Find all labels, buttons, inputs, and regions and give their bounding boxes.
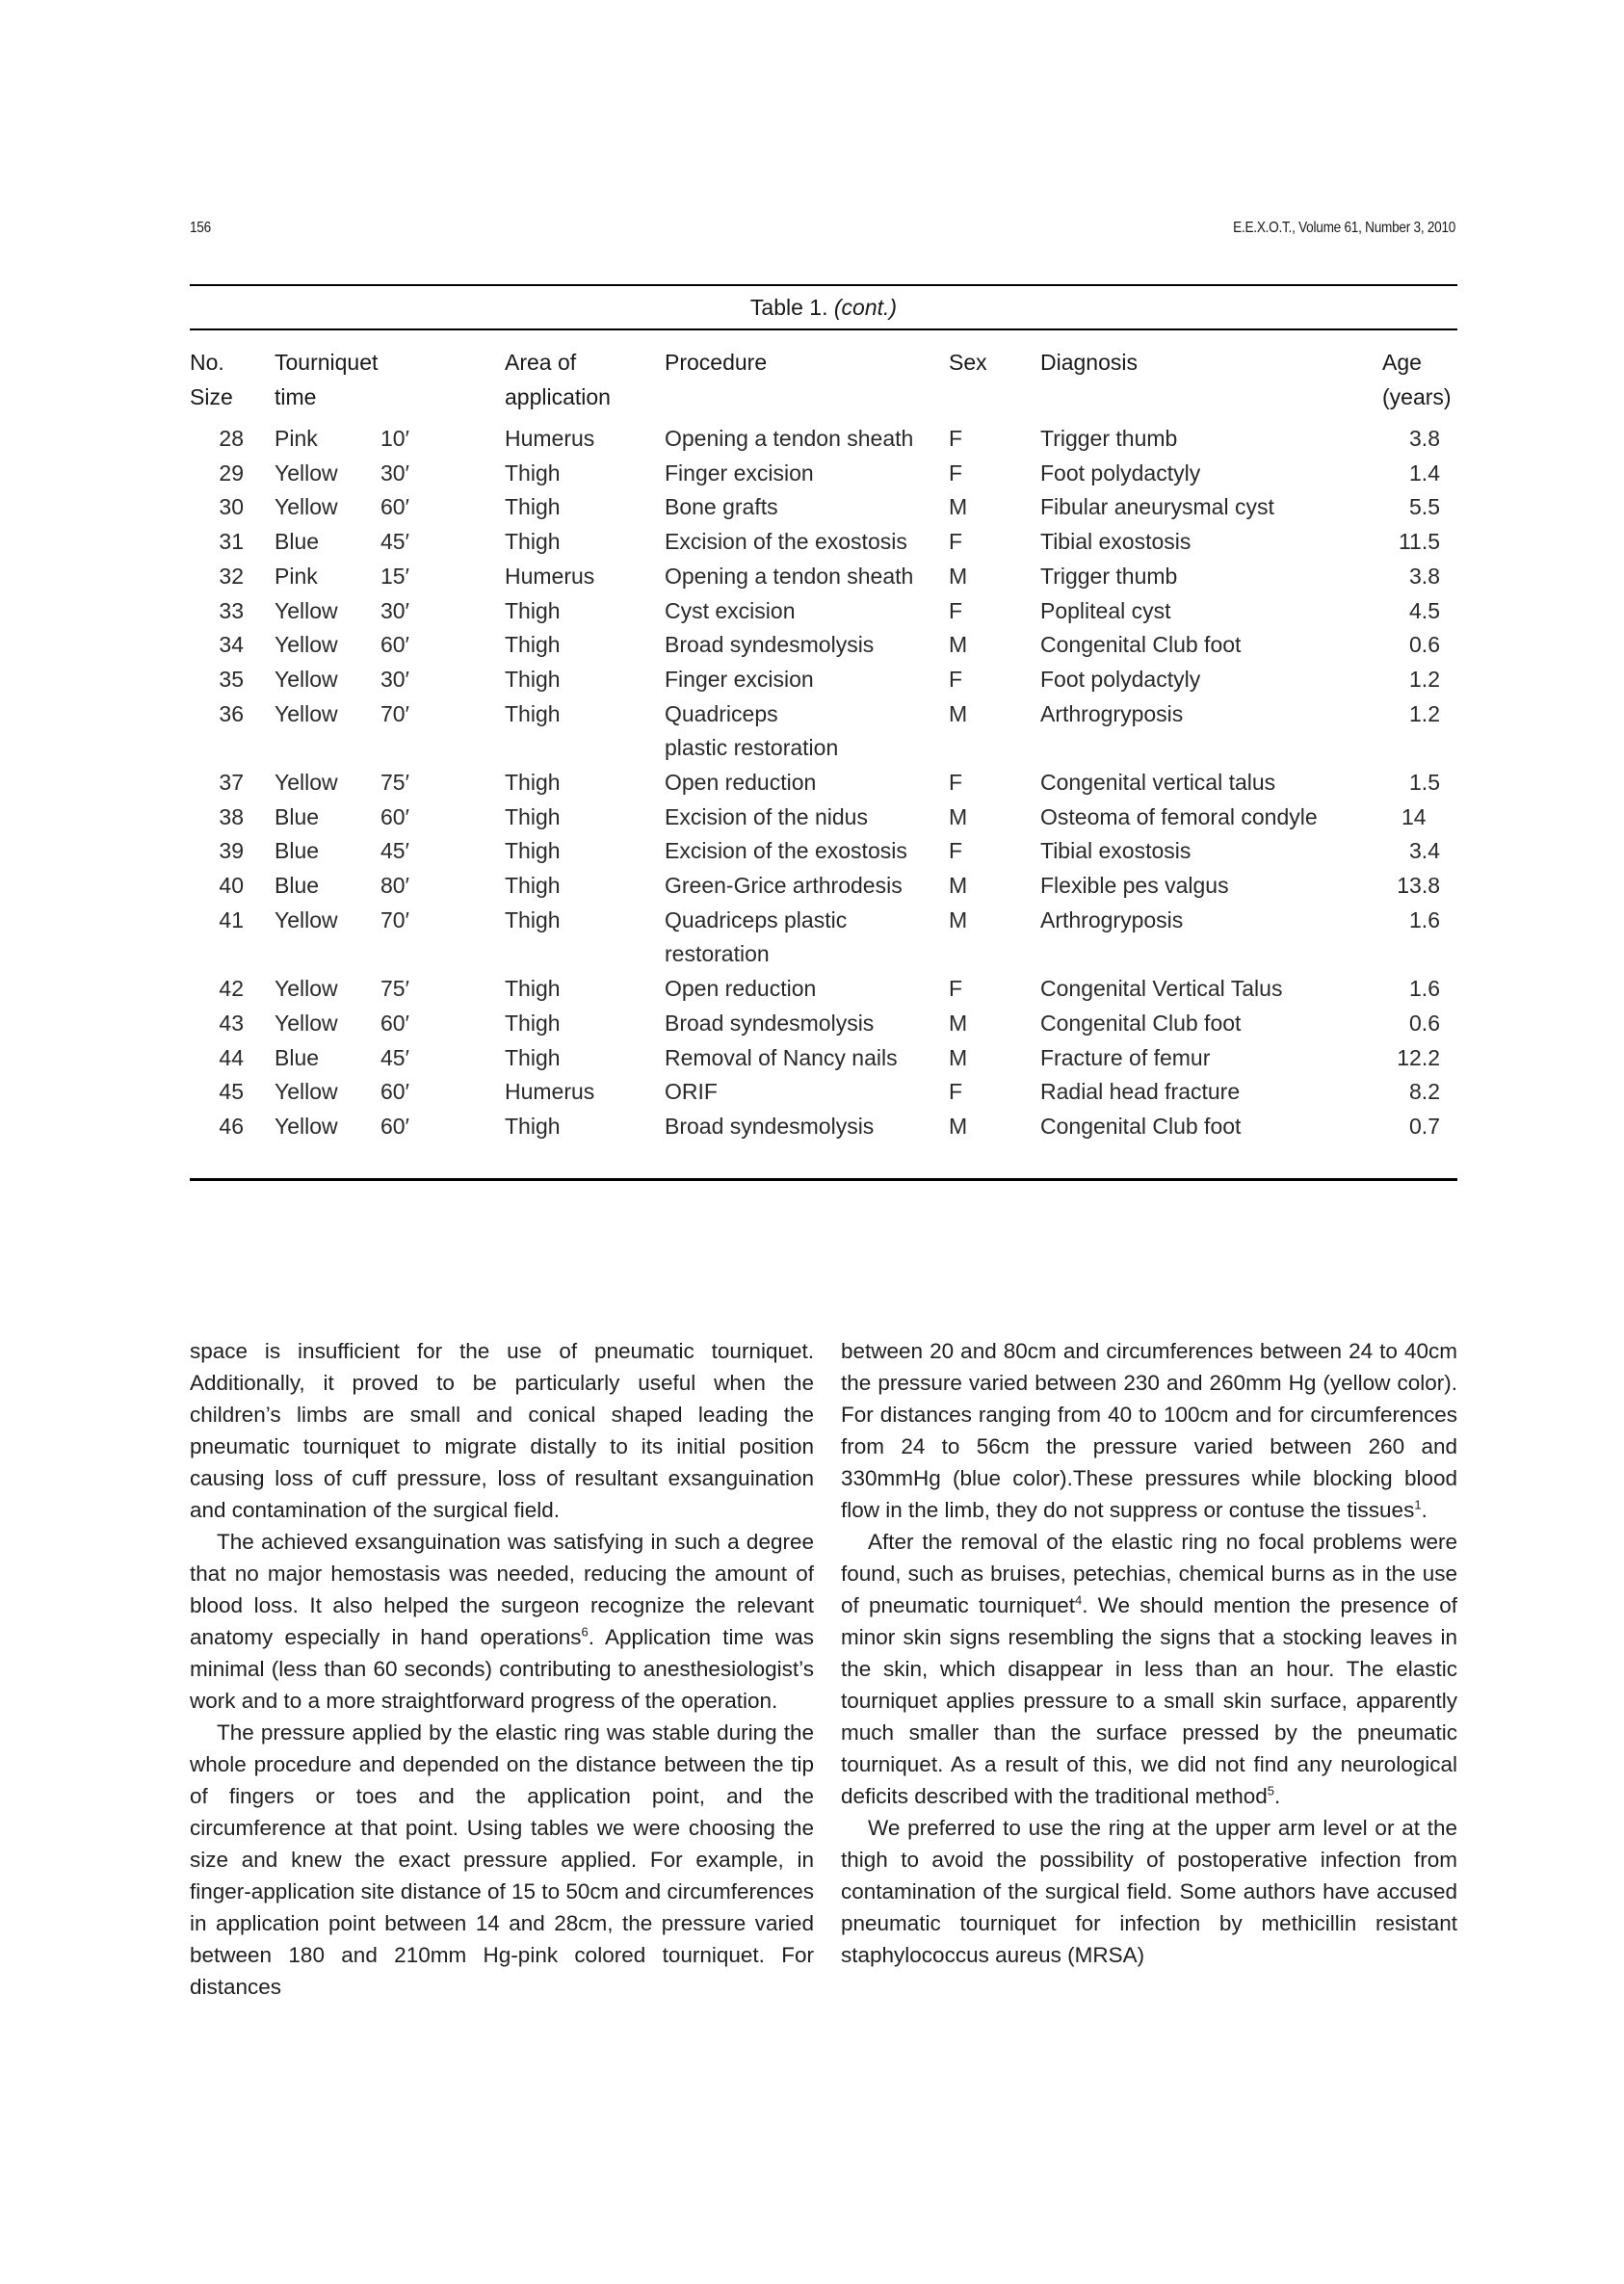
cell-tourniquet-color: Yellow <box>275 700 338 726</box>
cell-sex: M <box>949 1114 968 1139</box>
cell-tourniquet-time: 45′ <box>380 529 409 555</box>
reference-superscript: 5 <box>1267 1783 1274 1798</box>
cell-sex: M <box>949 494 968 520</box>
cell-tourniquet-time: 60′ <box>380 632 409 658</box>
cell-sex: F <box>949 426 963 451</box>
cell-tourniquet-color: Blue <box>275 529 320 555</box>
cell-sex: M <box>949 1010 968 1036</box>
cell-diagnosis: Popliteal cyst <box>1040 597 1171 623</box>
cell-diagnosis: Arthrogryposis <box>1040 700 1184 726</box>
cell-tourniquet-color: Blue <box>275 838 320 864</box>
cell-diagnosis: Congenital Club foot <box>1040 632 1242 658</box>
cell-no: 37 <box>219 770 244 795</box>
cell-no: 40 <box>219 873 244 899</box>
col-header-tourniquet-line1: Tourniquet <box>275 350 379 375</box>
reference-superscript: 4 <box>1075 1592 1083 1608</box>
cell-procedure: Opening a tendon sheath <box>665 563 914 589</box>
table-header-rule <box>190 328 1457 330</box>
cell-diagnosis: Trigger thumb <box>1040 563 1178 589</box>
cell-diagnosis: Tibial exostosis <box>1040 838 1192 864</box>
cell-no: 41 <box>219 906 244 932</box>
cell-procedure: ORIF <box>665 1079 718 1105</box>
cell-sex: M <box>949 873 968 899</box>
cell-area: Thigh <box>505 1010 561 1036</box>
cell-age: 12.2 <box>1397 1044 1440 1070</box>
cell-age: 0.6 <box>1409 1010 1440 1036</box>
cell-procedure: Broad syndesmolysis <box>665 1114 875 1139</box>
col-header-age-line2: (years) <box>1382 384 1452 409</box>
cell-tourniquet-time: 70′ <box>380 906 409 932</box>
cell-area: Thigh <box>505 529 561 555</box>
text-run: . Application time was minimal (less than 60 seconds) contributing to anesthesiologist’s work and to a more straightforward progress of the operation. <box>190 1625 814 1713</box>
cell-procedure: Open reduction <box>665 770 817 795</box>
cell-age: 0.6 <box>1409 632 1440 658</box>
cell-age: 14 <box>1401 803 1427 829</box>
cell-diagnosis: Congenital Club foot <box>1040 1114 1242 1139</box>
table-top-rule <box>190 284 1457 286</box>
cell-age: 5.5 <box>1409 494 1440 520</box>
cell-age: 1.6 <box>1409 906 1440 932</box>
cell-tourniquet-time: 10′ <box>380 426 409 451</box>
cell-diagnosis: Trigger thumb <box>1040 426 1178 451</box>
cell-tourniquet-time: 80′ <box>380 873 409 899</box>
cell-age: 0.7 <box>1409 1114 1440 1139</box>
cell-procedure: Broad syndesmolysis <box>665 1010 875 1036</box>
col-header-sex: Sex <box>949 350 987 375</box>
cell-tourniquet-color: Yellow <box>275 459 338 486</box>
paragraph <box>841 1335 1457 1526</box>
text-run: between 20 and 80cm and circumferences between 24 to 40cm the pressure varied between 230 and 260mm Hg (yellow color). For distances ranging from 40 to 100cm and for circumferences from 24 to 56cm the pressure varied between 260 and 330mmHg (blue color).These pressures while blocking blood flow in the limb, they do not suppress or contuse the tissues <box>841 1339 1457 1522</box>
cell-area: Humerus <box>505 1079 595 1105</box>
cell-area: Thigh <box>505 770 561 795</box>
journal-citation: E.E.X.O.T., Volume 61, Number 3, 2010 <box>1233 220 1456 236</box>
running-head <box>190 220 1456 243</box>
cell-procedure-continued: restoration <box>665 941 770 967</box>
cell-diagnosis: Congenital vertical talus <box>1040 770 1276 795</box>
cell-sex: F <box>949 770 963 795</box>
cell-no: 44 <box>219 1044 244 1070</box>
cell-area: Thigh <box>505 666 561 692</box>
cell-sex: M <box>949 563 968 589</box>
cell-no: 31 <box>219 529 244 555</box>
cell-area: Thigh <box>505 1044 561 1070</box>
cell-sex: F <box>949 459 963 486</box>
text-run: . <box>1421 1498 1428 1522</box>
paragraph: space is insufficient for the use of pneumatic tourniquet. Additionally, it proved to be particularly useful when the children’s limbs are small and conical shaped leading the pneumatic tourniquet to migrate distally to its initial position causing loss of cuff pressure, loss of resultant exsanguination and contamination of the surgical field. <box>190 1339 814 1522</box>
cell-diagnosis: Flexible pes valgus <box>1040 873 1229 899</box>
col-header-no <box>190 345 233 414</box>
col-header-age <box>1382 345 1452 414</box>
cell-area: Thigh <box>505 632 561 658</box>
cell-diagnosis: Foot polydactyly <box>1040 459 1201 486</box>
cell-tourniquet-time: 45′ <box>380 838 409 864</box>
table-title <box>190 293 1457 322</box>
cell-tourniquet-color: Yellow <box>275 1010 338 1036</box>
table-title-suffix: (cont.) <box>833 295 898 320</box>
cell-tourniquet-time: 30′ <box>380 459 409 486</box>
cell-no: 34 <box>219 632 244 658</box>
paragraph <box>841 1526 1457 1812</box>
cell-sex: F <box>949 838 963 864</box>
text-run: After the removal of the elastic ring no focal problems were found, such as bruises, petechias, chemical burns as in the use of pneumatic tourniquet <box>841 1530 1457 1617</box>
cell-tourniquet-time: 15′ <box>380 563 409 589</box>
cell-procedure: Broad syndesmolysis <box>665 632 875 658</box>
cell-tourniquet-color: Yellow <box>275 597 338 623</box>
cell-area: Humerus <box>505 563 595 589</box>
text-column-right <box>841 1335 1457 1971</box>
text-run: . We should mention the presence of minor skin signs resembling the signs that a stocking leaves in the skin, which disappear in less than an hour. The elastic tourniquet applies pressure to a small skin surface, apparently much smaller than the surface pressed by the pneumatic tourniquet. As a result of this, we did not find any neurological deficits described with the traditional method <box>841 1593 1457 1808</box>
cell-diagnosis: Foot polydactyly <box>1040 666 1201 692</box>
paragraph: The pressure applied by the elastic ring was stable during the whole procedure and depended on the distance between the tip of fingers or toes and the application point, and the circumference at that point. Using tables we were choosing the size and knew the exact pressure applied. For example, in finger-application site distance of 15 to 50cm and circumferences in application point between 14 and 28cm, the pressure varied between 180 and 210mm Hg-pink colored tourniquet. For distances <box>190 1720 814 1999</box>
cell-tourniquet-time: 75′ <box>380 770 409 795</box>
paragraph: We preferred to use the ring at the upper arm level or at the thigh to avoid the possibility of postoperative infection from contamination of the surgical field. Some authors have accused pneumatic tourniquet for infection by methicillin resistant staphylococcus aureus (MRSA) <box>841 1816 1457 1967</box>
cell-no: 32 <box>219 563 244 589</box>
cell-tourniquet-color: Yellow <box>275 770 338 795</box>
cell-age: 13.8 <box>1397 873 1440 899</box>
cell-age: 3.8 <box>1409 426 1440 451</box>
cell-procedure: Green-Grice arthrodesis <box>665 873 903 899</box>
cell-area: Thigh <box>505 838 561 864</box>
cell-no: 33 <box>219 597 244 623</box>
cell-procedure: Opening a tendon sheath <box>665 426 914 451</box>
cell-area: Thigh <box>505 1114 561 1139</box>
col-header-procedure: Procedure <box>665 350 768 375</box>
cell-no: 39 <box>219 838 244 864</box>
cell-diagnosis: Fracture of femur <box>1040 1044 1211 1070</box>
cell-procedure: Excision of the exostosis <box>665 838 907 864</box>
cell-sex: F <box>949 666 963 692</box>
cell-tourniquet-color: Pink <box>275 426 318 451</box>
cell-sex: F <box>949 597 963 623</box>
col-header-diagnosis: Diagnosis <box>1040 350 1138 375</box>
reference-superscript: 6 <box>581 1624 589 1640</box>
col-header-age-line1: Age <box>1382 350 1422 375</box>
cell-no: 46 <box>219 1114 244 1139</box>
cell-age: 1.5 <box>1409 770 1440 795</box>
cell-diagnosis: Radial head fracture <box>1040 1079 1241 1105</box>
cell-tourniquet-color: Yellow <box>275 1079 338 1105</box>
cell-age: 3.8 <box>1409 563 1440 589</box>
reference-superscript: 1 <box>1414 1497 1422 1512</box>
cell-procedure: Finger excision <box>665 459 814 486</box>
cell-diagnosis: Osteoma of femoral condyle <box>1040 803 1318 829</box>
col-header-tourniquet <box>275 345 378 414</box>
col-header-area-line1: Area of <box>505 350 577 375</box>
cell-no: 28 <box>219 426 244 451</box>
cell-age: 1.2 <box>1409 666 1440 692</box>
paragraph <box>190 1526 814 1717</box>
col-header-tourniquet-line2: time <box>275 384 317 409</box>
cell-diagnosis: Congenital Vertical Talus <box>1040 976 1283 1002</box>
table-bottom-rule <box>190 1178 1457 1181</box>
cell-sex: M <box>949 906 968 932</box>
col-header-no-line2: Size <box>190 384 233 409</box>
cell-area: Thigh <box>505 906 561 932</box>
cell-diagnosis: Arthrogryposis <box>1040 906 1184 932</box>
cell-procedure: Excision of the exostosis <box>665 529 907 555</box>
cell-no: 45 <box>219 1079 244 1105</box>
cell-no: 43 <box>219 1010 244 1036</box>
cell-area: Thigh <box>505 976 561 1002</box>
cell-tourniquet-color: Blue <box>275 1044 320 1070</box>
cell-no: 29 <box>219 459 244 486</box>
col-header-area-line2: application <box>505 384 611 409</box>
cell-no: 36 <box>219 700 244 726</box>
cell-tourniquet-time: 60′ <box>380 494 409 520</box>
page-number: 156 <box>190 220 211 236</box>
cell-age: 8.2 <box>1409 1079 1440 1105</box>
cell-procedure: Finger excision <box>665 666 814 692</box>
cell-tourniquet-color: Pink <box>275 563 318 589</box>
text-column-left <box>190 1335 814 2003</box>
cell-sex: M <box>949 632 968 658</box>
cell-tourniquet-time: 30′ <box>380 666 409 692</box>
cell-tourniquet-time: 30′ <box>380 597 409 623</box>
cell-tourniquet-time: 45′ <box>380 1044 409 1070</box>
cell-age: 1.2 <box>1409 700 1440 726</box>
cell-area: Humerus <box>505 426 595 451</box>
cell-tourniquet-color: Blue <box>275 803 320 829</box>
cell-sex: M <box>949 1044 968 1070</box>
cell-diagnosis: Fibular aneurysmal cyst <box>1040 494 1274 520</box>
text-run: The achieved exsanguination was satisfying in such a degree that no major hemostasis was needed, reducing the amount of blood loss. It also helped the surgeon recognize the relevant anatomy especially in hand operations <box>190 1530 814 1649</box>
cell-no: 42 <box>219 976 244 1002</box>
cell-tourniquet-color: Yellow <box>275 1114 338 1139</box>
cell-procedure: Removal of Nancy nails <box>665 1044 898 1070</box>
cell-sex: F <box>949 529 963 555</box>
cell-no: 35 <box>219 666 244 692</box>
cell-tourniquet-time: 75′ <box>380 976 409 1002</box>
table-title-label: Table 1. <box>749 295 828 320</box>
cell-age: 1.6 <box>1409 976 1440 1002</box>
cell-age: 4.5 <box>1409 597 1440 623</box>
cell-tourniquet-time: 60′ <box>380 1114 409 1139</box>
cell-diagnosis: Tibial exostosis <box>1040 529 1192 555</box>
cell-tourniquet-color: Blue <box>275 873 320 899</box>
cell-tourniquet-color: Yellow <box>275 976 338 1002</box>
cell-sex: F <box>949 1079 963 1105</box>
cell-no: 30 <box>219 494 244 520</box>
col-header-area <box>505 345 611 414</box>
cell-tourniquet-color: Yellow <box>275 632 338 658</box>
cell-no: 38 <box>219 803 244 829</box>
cell-procedure: Cyst excision <box>665 597 796 623</box>
cell-tourniquet-time: 60′ <box>380 1079 409 1105</box>
cell-procedure: Quadriceps <box>665 700 778 726</box>
cell-sex: M <box>949 803 968 829</box>
text-run: . <box>1273 1784 1281 1808</box>
cell-area: Thigh <box>505 873 561 899</box>
cell-diagnosis: Congenital Club foot <box>1040 1010 1242 1036</box>
cell-procedure-continued: plastic restoration <box>665 735 839 761</box>
col-header-no-line1: No. <box>190 350 224 375</box>
cell-procedure: Quadriceps plastic <box>665 906 848 932</box>
cell-age: 3.4 <box>1409 838 1440 864</box>
cell-tourniquet-time: 60′ <box>380 1010 409 1036</box>
cell-tourniquet-time: 70′ <box>380 700 409 726</box>
cell-sex: M <box>949 700 968 726</box>
cell-area: Thigh <box>505 803 561 829</box>
cell-sex: F <box>949 976 963 1002</box>
cell-tourniquet-color: Yellow <box>275 906 338 932</box>
cell-tourniquet-color: Yellow <box>275 666 338 692</box>
cell-area: Thigh <box>505 459 561 486</box>
cell-area: Thigh <box>505 494 561 520</box>
cell-age: 11.5 <box>1398 529 1440 555</box>
cell-procedure: Excision of the nidus <box>665 803 868 829</box>
cell-procedure: Open reduction <box>665 976 817 1002</box>
cell-procedure: Bone grafts <box>665 494 778 520</box>
cell-area: Thigh <box>505 700 561 726</box>
cell-tourniquet-color: Yellow <box>275 494 338 520</box>
cell-age: 1.4 <box>1409 459 1440 486</box>
cell-tourniquet-time: 60′ <box>380 803 409 829</box>
cell-area: Thigh <box>505 597 561 623</box>
